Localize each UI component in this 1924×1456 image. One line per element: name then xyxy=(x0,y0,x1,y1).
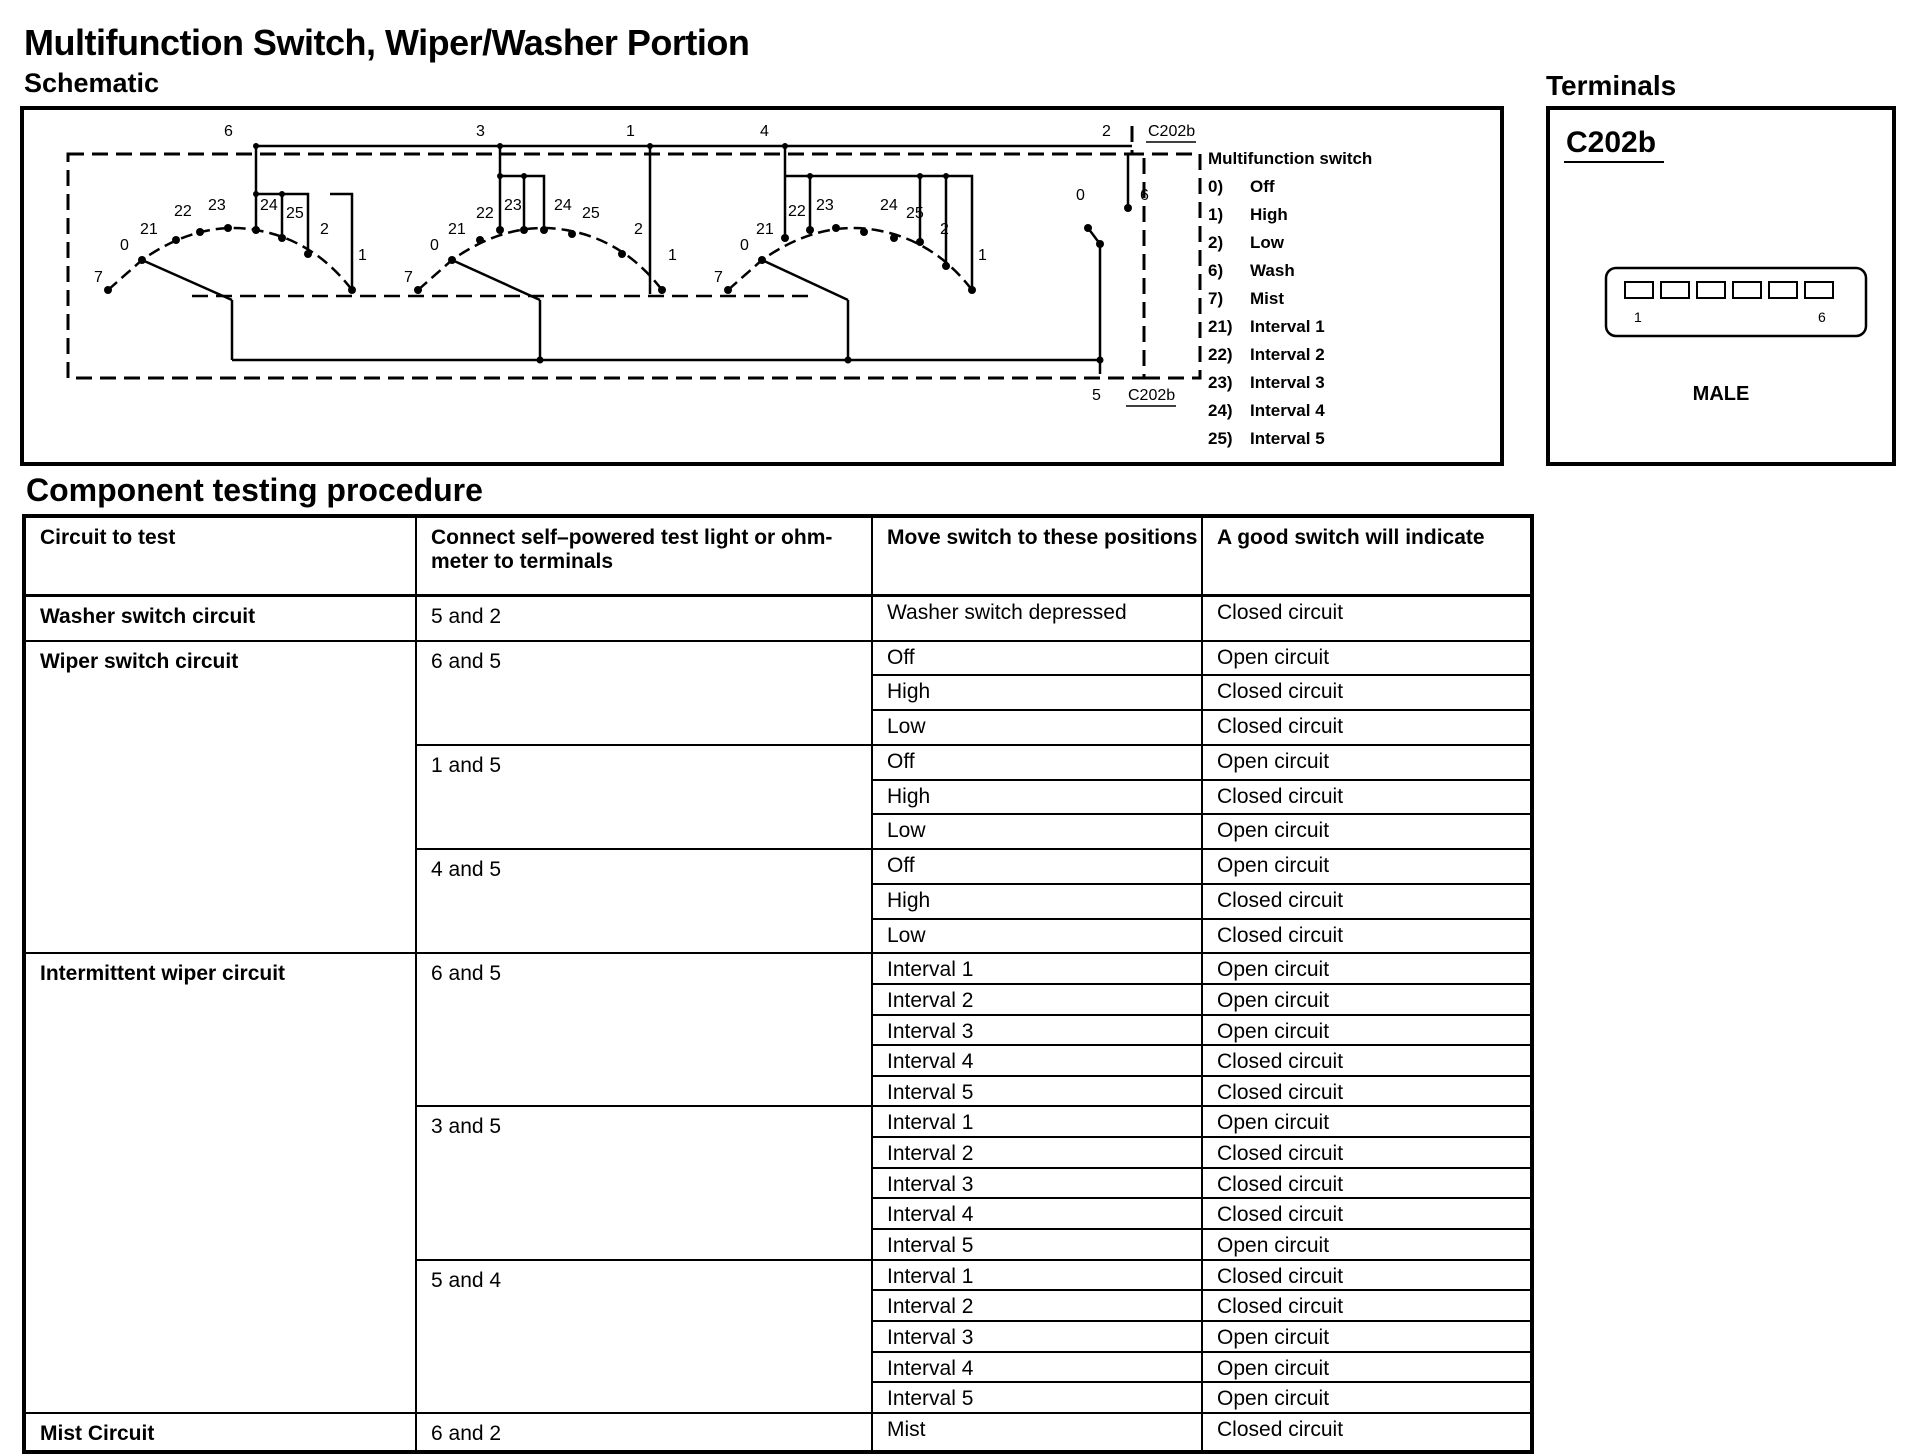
cell-circuit: Mist Circuit xyxy=(24,1413,416,1452)
header-indicate: A good switch will indicate xyxy=(1202,516,1532,596)
g2-label-1: 1 xyxy=(668,247,677,264)
legend-label-interval-3: Interval 3 xyxy=(1250,373,1325,392)
legend-label-low: Low xyxy=(1250,233,1284,252)
document-title: Multifunction Switch, Wiper/Washer Portion xyxy=(24,22,750,63)
cell-terminals: 4 and 5 xyxy=(416,849,872,953)
pin-label-last: 6 xyxy=(1818,309,1826,325)
schematic-heading: Schematic xyxy=(24,68,160,98)
header-positions: Move switch to these positions xyxy=(872,516,1202,596)
g3-label-21: 21 xyxy=(756,221,774,238)
g1-label-21: 21 xyxy=(140,221,158,238)
cell-indicate: Closed circuit xyxy=(1202,596,1532,641)
terminals-heading: Terminals xyxy=(1546,70,1677,101)
g1-label-7: 7 xyxy=(94,269,103,286)
g2-label-24: 24 xyxy=(554,197,572,214)
cell-circuit: Intermittent wiper circuit xyxy=(24,953,416,1413)
cell-indicate: Closed circuit xyxy=(1202,1076,1532,1107)
cell-position: High xyxy=(872,884,1202,919)
legend-num-2: 2) xyxy=(1208,233,1224,252)
cell-indicate: Closed circuit xyxy=(1202,1137,1532,1168)
cell-indicate: Open circuit xyxy=(1202,1321,1532,1352)
wash-label-6: 6 xyxy=(1140,187,1149,204)
cell-indicate: Open circuit xyxy=(1202,984,1532,1015)
g2-label-22: 22 xyxy=(476,205,494,222)
procedure-table-body xyxy=(24,516,1532,1452)
cell-position: Low xyxy=(872,919,1202,954)
cell-indicate: Open circuit xyxy=(1202,1352,1532,1383)
legend-num-22: 22) xyxy=(1208,345,1233,364)
wash-label-0: 0 xyxy=(1076,187,1085,204)
cell-indicate: Closed circuit xyxy=(1202,675,1532,710)
cell-indicate: Open circuit xyxy=(1202,1382,1532,1413)
terminals-panel xyxy=(1546,106,1896,466)
cell-circuit: Wiper switch circuit xyxy=(24,641,416,954)
cell-position: Off xyxy=(872,745,1202,780)
legend-num-6: 6) xyxy=(1208,261,1224,280)
cell-terminals: 6 and 5 xyxy=(416,641,872,745)
top-terminal-1: 1 xyxy=(626,123,635,140)
cell-position: Interval 4 xyxy=(872,1352,1202,1383)
g1-label-25: 25 xyxy=(286,205,304,222)
g2-label-25: 25 xyxy=(582,205,600,222)
cell-position: Interval 3 xyxy=(872,1015,1202,1046)
cell-indicate: Closed circuit xyxy=(1202,710,1532,745)
cell-position: Interval 1 xyxy=(872,953,1202,984)
legend-title: Multifunction switch xyxy=(1208,149,1373,168)
cell-position: Interval 5 xyxy=(872,1382,1202,1413)
legend-num-23: 23) xyxy=(1208,373,1233,392)
cell-terminals: 6 and 5 xyxy=(416,953,872,1106)
cell-position: Interval 2 xyxy=(872,1290,1202,1321)
legend-num-0: 0) xyxy=(1208,177,1224,196)
header-terminals: Connect self–powered test light or ohm- meter to terminals xyxy=(416,516,872,596)
connector-name: C202b xyxy=(1566,126,1657,159)
cell-indicate: Open circuit xyxy=(1202,953,1532,984)
cell-indicate: Open circuit xyxy=(1202,745,1532,780)
g1-label-0: 0 xyxy=(120,237,129,254)
legend-label-wash: Wash xyxy=(1250,261,1295,280)
g2-label-21: 21 xyxy=(448,221,466,238)
cell-position: Interval 3 xyxy=(872,1321,1202,1352)
table-header-row xyxy=(24,516,1532,596)
legend-label-interval-1: Interval 1 xyxy=(1250,317,1325,336)
cell-terminals: 1 and 5 xyxy=(416,745,872,849)
connector-icon xyxy=(1606,268,1866,336)
g3-label-0: 0 xyxy=(740,237,749,254)
cell-indicate: Closed circuit xyxy=(1202,884,1532,919)
procedure-heading: Component testing procedure xyxy=(26,472,483,508)
cell-position: High xyxy=(872,780,1202,815)
cell-position: Interval 5 xyxy=(872,1229,1202,1260)
cell-indicate: Closed circuit xyxy=(1202,1168,1532,1199)
g3-label-24: 24 xyxy=(880,197,898,214)
g1-label-2: 2 xyxy=(320,221,329,238)
cell-indicate: Open circuit xyxy=(1202,641,1532,676)
g3-label-22: 22 xyxy=(788,203,806,220)
legend-label-mist: Mist xyxy=(1250,289,1284,308)
cell-indicate: Closed circuit xyxy=(1202,1260,1532,1291)
table-row xyxy=(24,641,1532,676)
legend-num-24: 24) xyxy=(1208,401,1233,420)
legend-label-high: High xyxy=(1250,205,1288,224)
top-terminal-6: 6 xyxy=(224,123,233,140)
g2-label-23: 23 xyxy=(504,197,522,214)
g1-label-1: 1 xyxy=(358,247,367,264)
cell-position: Interval 1 xyxy=(872,1260,1202,1291)
cell-indicate: Closed circuit xyxy=(1202,1413,1532,1452)
cell-position: Washer switch depressed xyxy=(872,596,1202,641)
cell-terminals: 5 and 4 xyxy=(416,1260,872,1413)
connector-label-bottom: C202b xyxy=(1128,387,1176,404)
table-row xyxy=(24,1413,1532,1452)
cell-indicate: Closed circuit xyxy=(1202,919,1532,954)
connector-label-top: C202b xyxy=(1148,123,1196,140)
top-terminal-2: 2 xyxy=(1102,123,1111,140)
connector-gender: MALE xyxy=(1692,383,1750,405)
cell-indicate: Closed circuit xyxy=(1202,1290,1532,1321)
table-row xyxy=(24,596,1532,641)
cell-indicate: Open circuit xyxy=(1202,849,1532,884)
cell-position: High xyxy=(872,675,1202,710)
g3-label-2: 2 xyxy=(940,221,949,238)
legend-label-interval-2: Interval 2 xyxy=(1250,345,1325,364)
cell-terminals: 3 and 5 xyxy=(416,1106,872,1259)
cell-position: Interval 2 xyxy=(872,984,1202,1015)
g3-label-1: 1 xyxy=(978,247,987,264)
cell-position: Interval 5 xyxy=(872,1076,1202,1107)
legend-label-interval-4: Interval 4 xyxy=(1250,401,1325,420)
g1-label-22: 22 xyxy=(174,203,192,220)
schematic-diagram xyxy=(24,110,1500,462)
connector-diagram xyxy=(1550,110,1892,462)
cell-indicate: Open circuit xyxy=(1202,1015,1532,1046)
cell-position: Interval 3 xyxy=(872,1168,1202,1199)
cell-indicate: Open circuit xyxy=(1202,1229,1532,1260)
schematic-panel xyxy=(20,106,1504,466)
cell-position: Interval 2 xyxy=(872,1137,1202,1168)
cell-position: Interval 4 xyxy=(872,1198,1202,1229)
cell-position: Interval 1 xyxy=(872,1106,1202,1137)
g2-label-2: 2 xyxy=(634,221,643,238)
cell-position: Mist xyxy=(872,1413,1202,1452)
cell-terminals: 5 and 2 xyxy=(416,596,872,641)
g3-label-25: 25 xyxy=(906,205,924,222)
cell-indicate: Closed circuit xyxy=(1202,780,1532,815)
g2-label-7: 7 xyxy=(404,269,413,286)
cell-circuit: Washer switch circuit xyxy=(24,596,416,641)
g2-label-0: 0 xyxy=(430,237,439,254)
cell-position: Low xyxy=(872,814,1202,849)
procedure-table xyxy=(22,514,1534,1454)
bottom-terminal-5: 5 xyxy=(1092,387,1101,404)
legend-num-21: 21) xyxy=(1208,317,1233,336)
legend-num-1: 1) xyxy=(1208,205,1224,224)
cell-terminals: 6 and 2 xyxy=(416,1413,872,1452)
legend-label-interval-5: Interval 5 xyxy=(1250,429,1325,448)
g3-label-7: 7 xyxy=(714,269,723,286)
table-row xyxy=(24,953,1532,984)
legend-label-off: Off xyxy=(1250,177,1275,196)
cell-indicate: Open circuit xyxy=(1202,1106,1532,1137)
legend-num-7: 7) xyxy=(1208,289,1224,308)
cell-indicate: Closed circuit xyxy=(1202,1198,1532,1229)
g3-label-23: 23 xyxy=(816,197,834,214)
pin-label-first: 1 xyxy=(1634,309,1642,325)
header-circuit: Circuit to test xyxy=(24,516,416,596)
cell-position: Off xyxy=(872,849,1202,884)
top-terminal-3: 3 xyxy=(476,123,485,140)
cell-indicate: Closed circuit xyxy=(1202,1045,1532,1076)
cell-indicate: Open circuit xyxy=(1202,814,1532,849)
cell-position: Interval 4 xyxy=(872,1045,1202,1076)
cell-position: Low xyxy=(872,710,1202,745)
top-terminal-4: 4 xyxy=(760,123,769,140)
g1-label-24: 24 xyxy=(260,197,278,214)
legend-num-25: 25) xyxy=(1208,429,1233,448)
g1-label-23: 23 xyxy=(208,197,226,214)
cell-position: Off xyxy=(872,641,1202,676)
